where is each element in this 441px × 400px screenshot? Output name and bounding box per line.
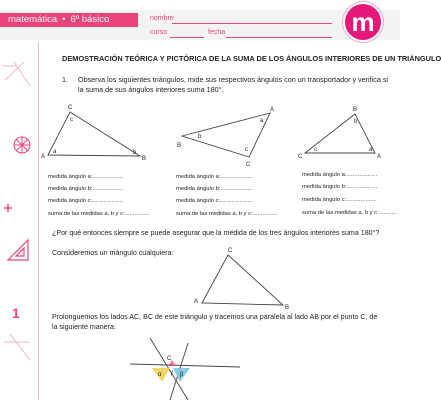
- triangle-3: [295, 105, 395, 170]
- triangle-3-vertex-c: C: [298, 154, 303, 160]
- subject-label: matemática • 6º básico: [8, 14, 110, 25]
- date-field[interactable]: [226, 37, 332, 38]
- triangle-1-vertex-a: A: [41, 154, 46, 160]
- prolong-text: Prolonguemos los lados AC, BC de este triángulo y tracemos una paralela al lado AB por el punto C, de la siguiente manera:: [52, 313, 378, 331]
- t2-measure-a[interactable]: medida ángulo a:....................: [176, 174, 253, 180]
- worksheet-header: [0, 0, 400, 42]
- plus-icon: [4, 204, 12, 212]
- name-label: nombre: [150, 15, 174, 22]
- t3-measure-c[interactable]: medida ángulo c:...................: [302, 197, 377, 203]
- triangle-1-angle-c: c: [70, 117, 73, 123]
- t1-measure-sum[interactable]: suma de las medidas a, b y c:...............: [48, 211, 149, 217]
- question-1-number: 1.: [62, 75, 68, 84]
- margin-number: 1: [12, 305, 20, 321]
- t3-measure-b[interactable]: medida ángulo b:...................: [302, 184, 378, 190]
- consider-text: Consideremos un triángulo cualquiera:: [52, 249, 174, 257]
- t1-measure-b[interactable]: medida ángulo b:...................: [48, 186, 124, 192]
- triangle-3-angle-c: c: [314, 147, 317, 153]
- general-triangle: [185, 243, 295, 313]
- general-vertex-c: C: [228, 248, 233, 254]
- triangle-3-angle-a: a: [369, 147, 373, 153]
- margin-decorations: [0, 42, 40, 400]
- logo-letter: m: [351, 7, 375, 37]
- worksheet-title: DEMOSTRACIÓN TEÓRICA Y PICTÓRICA DE LA SUMA DE LOS ÁNGULOS INTERIORES DE UN TRIÁNGULO: [62, 54, 441, 63]
- gamma-label: γ: [170, 370, 173, 376]
- triangle-2-angle-b: b: [198, 134, 202, 140]
- triangle-2-vertex-c: C: [246, 162, 251, 168]
- brand-logo: [343, 2, 383, 42]
- triangle-2-vertex-b: B: [177, 143, 182, 149]
- triangle-2-angle-a: a: [260, 118, 264, 124]
- t1-measure-a[interactable]: medida ángulo a:...................: [48, 174, 124, 180]
- construction-vertex-c: C: [167, 356, 172, 362]
- parallel-construction: [130, 338, 240, 400]
- general-vertex-a: A: [194, 299, 199, 305]
- triangle-3-vertex-a: A: [377, 154, 382, 160]
- triangle-2-angle-c: c: [245, 147, 248, 153]
- course-label: curso: [150, 29, 168, 36]
- triangle-1-vertex-c: C: [68, 105, 73, 111]
- t3-measure-sum[interactable]: suma de las medidas a, b y c:...........: [302, 210, 397, 216]
- grade-name: 6º básico: [70, 14, 110, 25]
- triangle-1-vertex-b: B: [142, 156, 147, 162]
- triangle-2-vertex-a: A: [270, 107, 275, 113]
- t2-measure-c[interactable]: medida ángulo c:....................: [176, 198, 253, 204]
- t2-measure-sum[interactable]: suma de las medidas a, b y c:...............: [176, 211, 277, 217]
- triangle-3-vertex-b: B: [353, 107, 358, 113]
- course-field[interactable]: [170, 37, 204, 38]
- t2-measure-b[interactable]: medida ángulo b:....................: [176, 186, 253, 192]
- compass-icon: [14, 137, 30, 153]
- triangle-1-angle-b: b: [133, 150, 137, 156]
- subject-name: matemática: [8, 14, 58, 25]
- t3-measure-a[interactable]: medida ángulo a:...................: [302, 172, 378, 178]
- t1-measure-c[interactable]: medida ángulo c:...................: [48, 198, 123, 204]
- beta-label: β: [180, 372, 184, 378]
- triangle-2: [170, 105, 280, 170]
- triangle-1-angle-a: a: [53, 149, 57, 155]
- question-2-text: ¿Por qué entonces siempre se puede asegurar que la medida de los tres ángulos interiores suma 180°?: [52, 229, 380, 237]
- date-label: fecha: [208, 29, 226, 36]
- triangle-3-angle-b: b: [354, 119, 358, 125]
- general-vertex-b: B: [285, 305, 290, 311]
- alpha-label: α: [158, 372, 162, 378]
- triangle-1: [40, 100, 160, 170]
- question-1-text: Observa los siguientes triángulos, mide sus respectivos ángulos con un transportador y verifica si la suma de sus ángulos interiores suma 180°.: [78, 75, 389, 94]
- name-field[interactable]: [172, 23, 332, 24]
- triangle-ruler-icon: [8, 240, 28, 260]
